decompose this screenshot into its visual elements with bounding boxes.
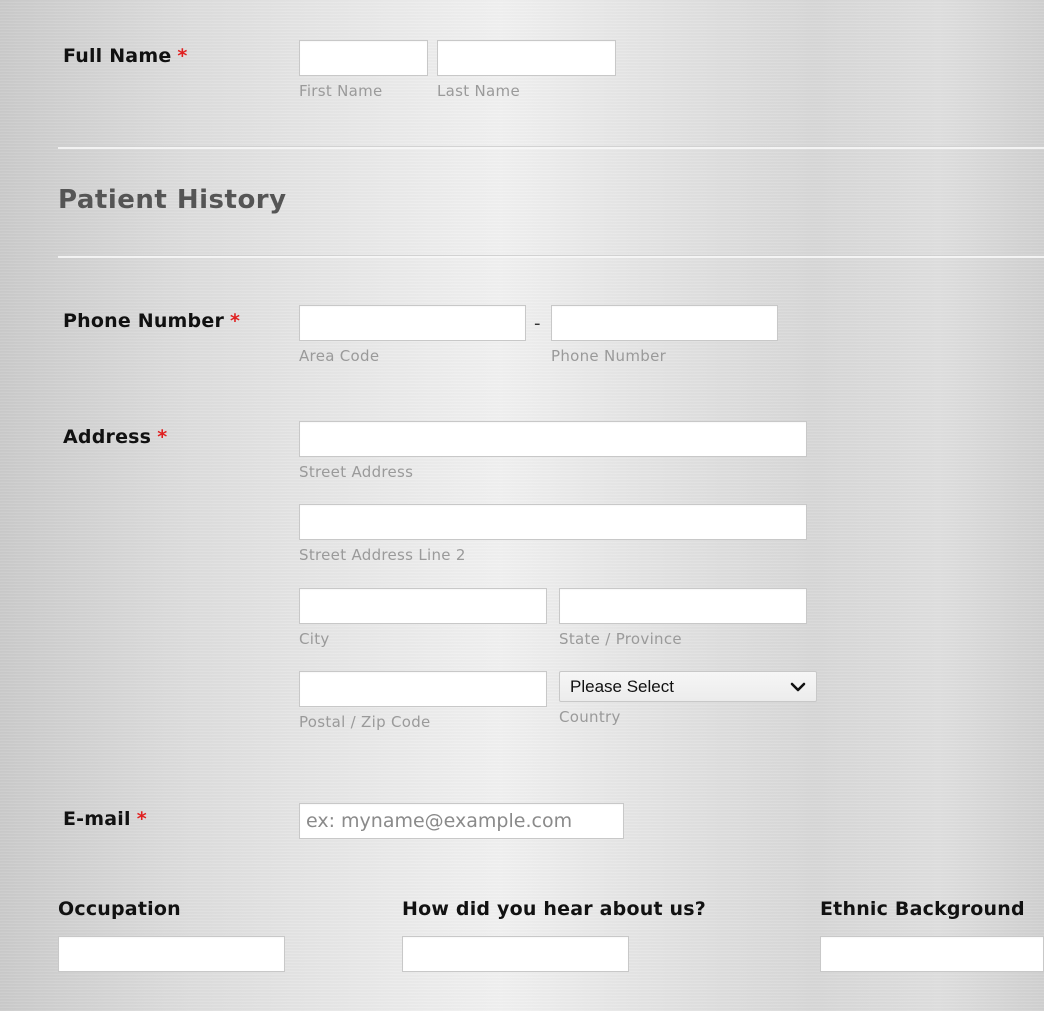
street-address-line2-input[interactable]: [299, 504, 807, 540]
first-name-input[interactable]: [299, 40, 428, 76]
required-marker: *: [177, 45, 188, 67]
occupation-label: Occupation: [58, 898, 181, 920]
area-code-input[interactable]: [299, 305, 526, 341]
country-select[interactable]: [559, 671, 817, 702]
last-name-sublabel: Last Name: [437, 82, 520, 100]
ethnic-background-input[interactable]: [820, 936, 1044, 972]
street-address-line2-sublabel: Street Address Line 2: [299, 546, 466, 564]
required-marker: *: [230, 310, 241, 332]
required-marker: *: [157, 426, 168, 448]
phone-separator: -: [534, 313, 541, 334]
address-label: [63, 426, 167, 448]
required-marker: *: [136, 808, 147, 830]
chevron-down-icon: [790, 681, 806, 693]
country-select-value: Please Select: [570, 676, 674, 696]
occupation-input[interactable]: [58, 936, 285, 972]
street-address-input[interactable]: [299, 421, 807, 457]
section-divider-bottom: [58, 255, 1044, 258]
phone-number-sublabel: Phone Number: [551, 347, 667, 365]
state-province-sublabel: State / Province: [559, 630, 682, 648]
postal-code-input[interactable]: [299, 671, 547, 707]
section-title: Patient History: [58, 185, 287, 215]
street-address-sublabel: Street Address: [299, 463, 414, 481]
postal-code-sublabel: Postal / Zip Code: [299, 713, 431, 731]
state-province-input[interactable]: [559, 588, 807, 624]
first-name-sublabel: First Name: [299, 82, 383, 100]
phone-number-label: [63, 310, 240, 332]
phone-number-label-text: Phone Number: [63, 310, 225, 332]
city-input[interactable]: [299, 588, 547, 624]
referral-label: How did you hear about us?: [402, 898, 707, 920]
email-label-text: E-mail: [63, 808, 131, 830]
address-label-text: Address: [63, 426, 152, 448]
country-sublabel: Country: [559, 708, 621, 726]
referral-input[interactable]: [402, 936, 629, 972]
phone-number-input[interactable]: [551, 305, 778, 341]
city-sublabel: City: [299, 630, 330, 648]
full-name-label-text: Full Name: [63, 45, 172, 67]
last-name-input[interactable]: [437, 40, 616, 76]
email-label: [63, 808, 147, 830]
area-code-sublabel: Area Code: [299, 347, 380, 365]
ethnic-background-label: Ethnic Background: [820, 898, 1025, 920]
section-divider-top: [58, 146, 1044, 149]
email-input[interactable]: [299, 803, 624, 839]
full-name-label: [63, 45, 188, 67]
